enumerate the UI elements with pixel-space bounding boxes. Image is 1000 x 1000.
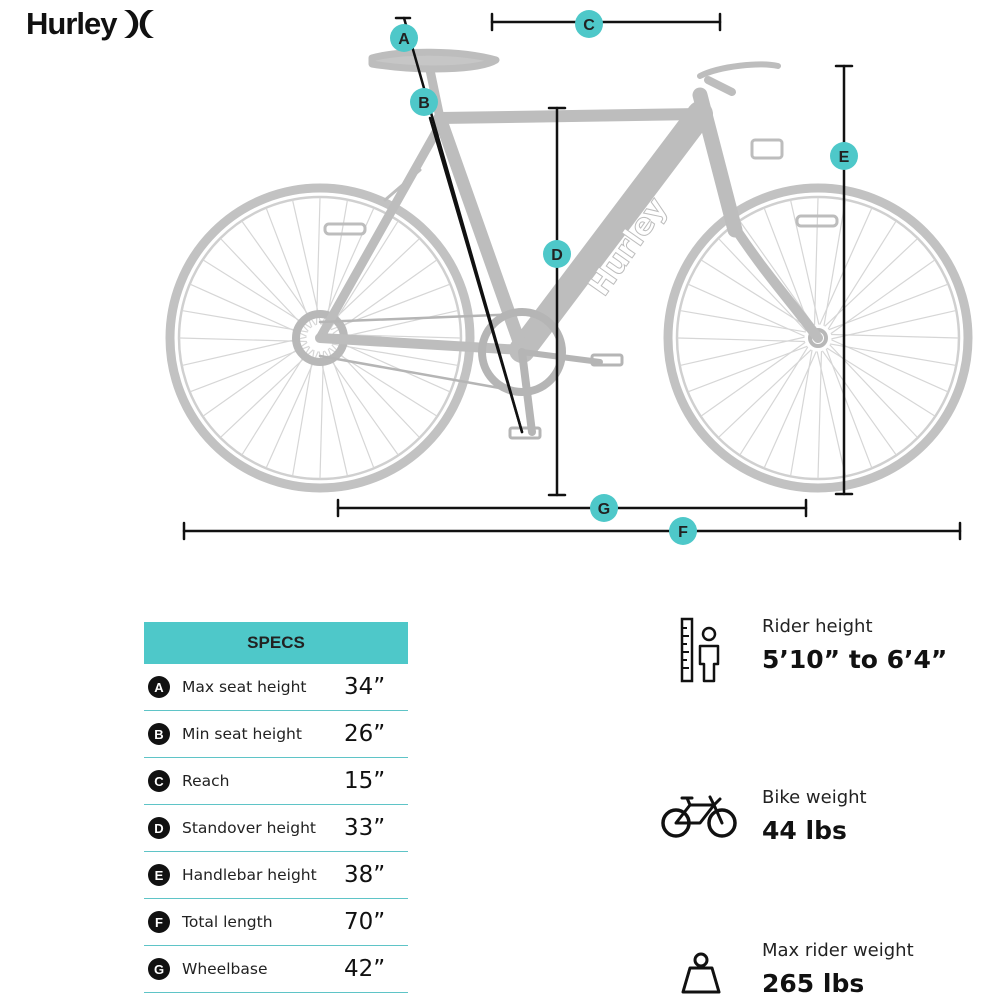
wheel-spoke [678, 338, 804, 341]
spec-letter-badge: E [148, 864, 170, 886]
spec-letter-badge: F [148, 911, 170, 933]
svg-text:A: A [398, 31, 410, 48]
spec-label: Min seat height [182, 725, 302, 743]
svg-text:E: E [838, 149, 850, 166]
spec-value: 34” [344, 674, 386, 700]
frame-brand-label: Hurley [581, 191, 675, 303]
spec-letter-badge: C [148, 770, 170, 792]
spec-label: Wheelbase [182, 960, 268, 978]
svg-text:F: F [678, 524, 688, 541]
svg-text:B: B [418, 95, 430, 112]
spec-value: 38” [344, 862, 386, 888]
marker-g [590, 494, 618, 522]
spec-row-reach [144, 758, 408, 805]
spec-letter-badge: B [148, 723, 170, 745]
weight-icon [680, 950, 722, 996]
spec-label: Total length [182, 913, 273, 931]
spec-label: Reach [182, 772, 230, 790]
wheel-spoke [334, 311, 457, 339]
wheel-spoke [317, 198, 320, 324]
marker-a [390, 24, 418, 52]
spec-row-wheelbase [144, 946, 408, 993]
spec-label: Standover height [182, 819, 316, 837]
spec-value: 33” [344, 815, 386, 841]
spec-value: 70” [344, 909, 386, 935]
spec-row-standover-height [144, 805, 408, 852]
spec-letter-badge: D [148, 817, 170, 839]
wheel-spoke [328, 349, 373, 467]
wheel-spoke [832, 311, 955, 339]
spec-row-min-seat-height [144, 711, 408, 758]
wheel-spoke [320, 352, 323, 478]
wheel-spoke [829, 284, 947, 329]
marker-b [410, 88, 438, 116]
marker-f [669, 517, 697, 545]
spec-row-total-length [144, 899, 408, 946]
spec-letter-badge: G [148, 958, 170, 980]
spec-letter-badge: A [148, 676, 170, 698]
svg-text:D: D [551, 247, 563, 264]
marker-e [830, 142, 858, 170]
marker-c [575, 10, 603, 38]
rider-height-value: 5’10” to 6’4” [762, 645, 948, 674]
spec-label: Max seat height [182, 678, 307, 696]
wheel-spoke [180, 338, 306, 341]
ruler-person-icon [678, 616, 722, 684]
spec-value: 42” [344, 956, 386, 982]
bike-weight-value: 44 lbs [762, 816, 847, 845]
bicycle-icon [660, 793, 738, 841]
svg-text:C: C [583, 17, 595, 34]
specs-title: SPECS [144, 622, 408, 664]
brand-name: Hurley [26, 6, 117, 41]
bike-weight-label: Bike weight [762, 787, 867, 808]
svg-text:G: G [597, 501, 611, 518]
wheel-spoke [689, 346, 807, 391]
max-rider-weight-value: 265 lbs [762, 969, 865, 998]
max-rider-weight-info [762, 940, 914, 998]
spec-value: 15” [344, 768, 386, 794]
wheel-spoke [818, 352, 821, 478]
wheel-spoke [266, 209, 311, 327]
bike-weight-info [762, 787, 867, 845]
rider-height-info [762, 616, 947, 674]
specs-table [144, 622, 408, 993]
max-rider-weight-label: Max rider weight [762, 940, 914, 961]
wheel-spoke [826, 349, 871, 467]
spec-label: Handlebar height [182, 866, 317, 884]
spec-value: 26” [344, 721, 386, 747]
spec-row-handlebar-height [144, 852, 408, 899]
marker-d [543, 240, 571, 268]
wheel-spoke [191, 346, 309, 391]
bicycle-illustration [170, 52, 968, 488]
rider-height-label: Rider height [762, 616, 873, 637]
spec-row-max-seat-height [144, 664, 408, 711]
